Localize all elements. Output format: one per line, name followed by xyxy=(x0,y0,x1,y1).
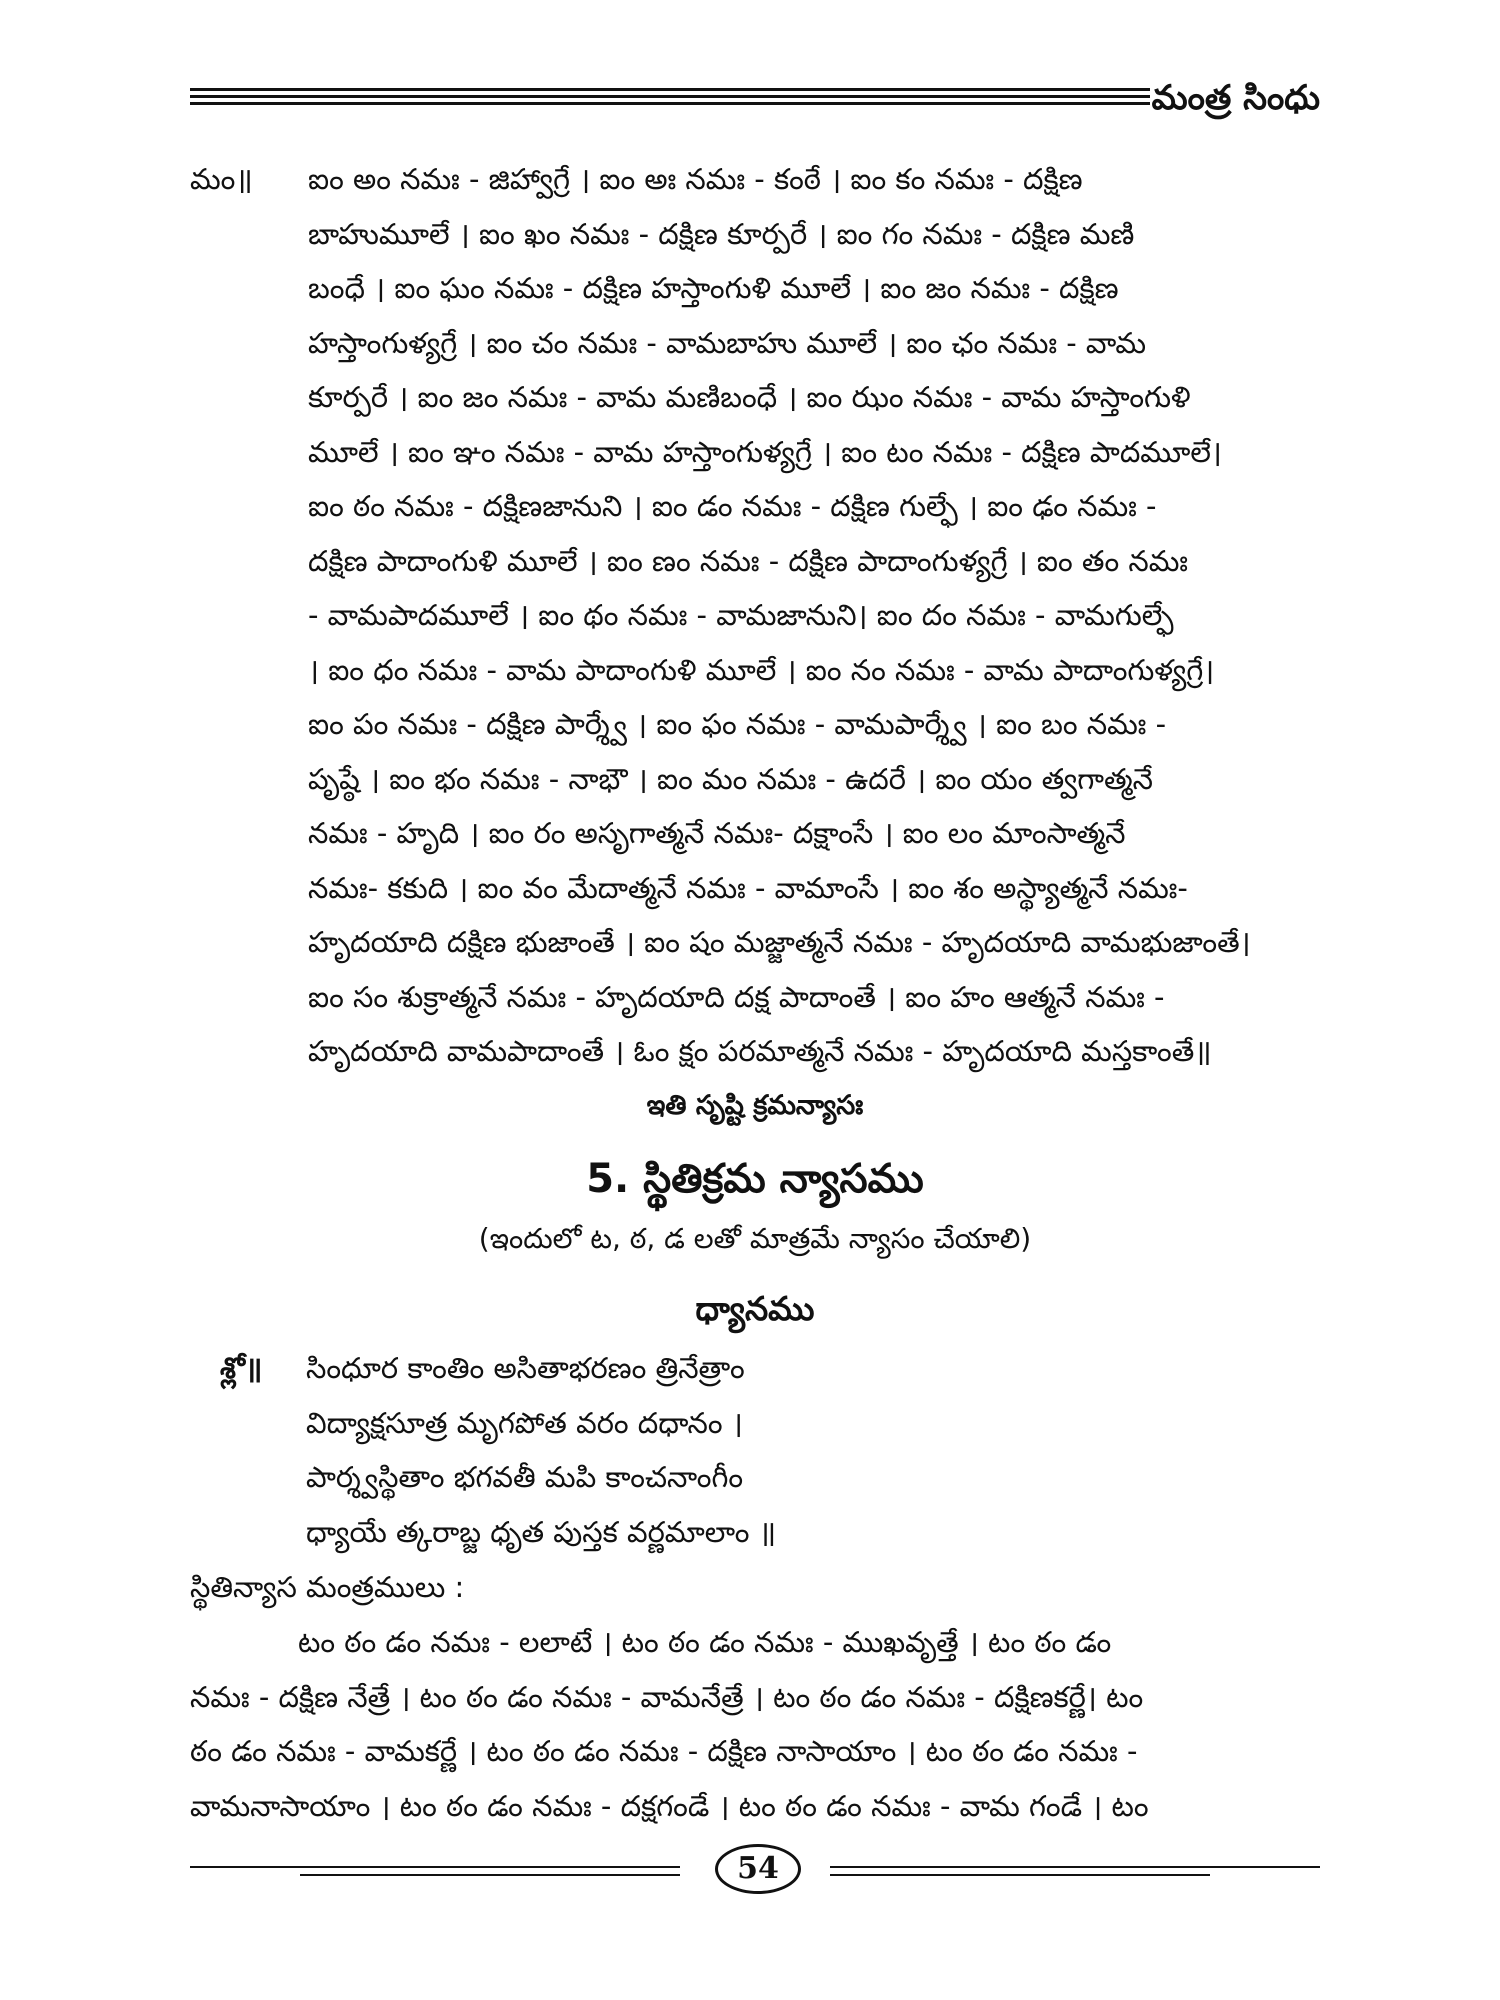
mantra-line: మం॥ ఐం అం నమః - జిహ్వాగ్రే । ఐం అః నమః - కంఠే । ఐం కం నమః - దక్షిణ xyxy=(190,152,1320,207)
mantra-line: మూలే । ఐం ఞం నమః - వామ హస్తాంగుళ్యగ్రే । ఐం టం నమః - దక్షిణ పాదమూలే। xyxy=(308,434,1222,469)
mantra-line: నమః- కకుది । ఐం వం మేదాత్మనే నమః - వామాంసే । ఐం శం అస్థ్యాత్మనే నమః- xyxy=(308,870,1188,905)
section-closing: ఇతి సృష్టి క్రమన్యాసః xyxy=(646,1089,864,1121)
verse-line: పార్శ్వస్థితాం భగవతీ మపి కాంచనాంగీం xyxy=(306,1460,744,1494)
mantra-line: ఐం సం శుక్రాత్మనే నమః - హృదయాది దక్ష పాదాంతే । ఐం హం ఆత్మనే నమః - xyxy=(308,979,1165,1014)
verse-line: ధ్యాయే త్కరాబ్జ ధృత పుస్తక వర్ణమాలాం ॥ xyxy=(306,1514,777,1549)
running-header xyxy=(190,78,1320,128)
mantra-lead-label: మం॥ xyxy=(190,162,253,196)
mantra-line: నమః - హృది । ఐం రం అసృగాత్మనే నమః- దక్షాంసే । ఐం లం మాంసాత్మనే xyxy=(308,816,1126,850)
verse-line: విద్యాక్షసూత్ర మృగపోత వరం దధానం । xyxy=(306,1405,743,1440)
mantra-line: దక్షిణ పాదాంగుళి మూలే । ఐం ణం నమః - దక్షిణ పాదాంగుళ్యగ్రే । ఐం తం నమః xyxy=(308,543,1189,578)
page-number: 54 xyxy=(715,1844,801,1894)
text-body xyxy=(190,152,1320,1833)
mantra-line: బాహుమూలే । ఐం ఖం నమః - దక్షిణ కూర్పరే । ఐం గం నమః - దక్షిణ మణి xyxy=(308,216,1135,251)
mantra-line: బంధే । ఐం ఘం నమః - దక్షిణ హస్తాంగుళి మూలే । ఐం జం నమః - దక్షిణ xyxy=(308,271,1119,305)
section-note: (ఇందులో ట, ఠ, డ లతో మాత్రమే న్యాసం చేయాలి) xyxy=(478,1222,1032,1255)
section-title: 5. స్థితిక్రమ న్యాసము xyxy=(586,1156,924,1202)
verse-lead-label: శ్లో॥ xyxy=(220,1351,263,1385)
mantra-line: ఐం పం నమః - దక్షిణ పార్శ్వే । ఐం ఫం నమః - వామపార్శ్వే । ఐం బం నమః - xyxy=(308,707,1167,741)
mantra-line: - వామపాదమూలే । ఐం థం నమః - వామజానుని। ఐం దం నమః - వామగుల్ఫే xyxy=(308,598,1174,632)
sthiti-line: నమః - దక్షిణ నేత్రే । టం ఠం డం నమః - వామనేత్రే । టం ఠం డం నమః - దక్షిణకర్ణే। టం xyxy=(190,1679,1144,1714)
header-rule xyxy=(190,88,1150,118)
mantra-line: హస్తాంగుళ్యగ్రే । ఐం చం నమః - వామబాహు మూలే । ఐం ఛం నమః - వామ xyxy=(308,325,1147,360)
mantra-line: ఐం ఠం నమః - దక్షిణజానుని । ఐం డం నమః - దక్షిణ గుల్ఫే । ఐం ఢం నమః - xyxy=(308,489,1157,523)
footer-rule-left xyxy=(190,1866,680,1868)
sthiti-line: టం ఠం డం నమః - లలాటే । టం ఠం డం నమః - ముఖవృత్తే । టం ఠం డం xyxy=(298,1625,1112,1659)
mantra-line: పృష్ఠే । ఐం భం నమః - నాభౌ । ఐం మం నమః - ఉదరే । ఐం యం త్వగాత్మనే xyxy=(308,761,1153,796)
mantra-line: కూర్పరే । ఐం జం నమః - వామ మణిబంధే । ఐం ఝం నమః - వామ హస్తాంగుళి xyxy=(308,380,1191,414)
mantra-line: హృదయాది వామపాదాంతే । ఓం క్షం పరమాత్మనే నమః - హృదయాది మస్తకాంతే॥ xyxy=(308,1034,1212,1068)
sthiti-line: వామనాసాయాం । టం ఠం డం నమః - దక్షగండే । టం ఠం డం నమః - వామ గండే । టం xyxy=(190,1788,1149,1823)
page-footer xyxy=(190,1838,1320,1898)
verse-line: శ్లో॥ సింధూర కాంతిం అసితాభరణం త్రినేత్రాం xyxy=(190,1341,1320,1396)
mantra-line: హృదయాది దక్షిణ భుజాంతే । ఐం షం మజ్జాత్మనే నమః - హృదయాది వామభుజాంతే। xyxy=(308,925,1251,959)
sthiti-line: ఠం డం నమః - వామకర్ణే । టం ఠం డం నమః - దక్షిణ నాసాయాం । టం ఠం డం నమః - xyxy=(190,1734,1138,1768)
mantra-line: । ఐం ధం నమః - వామ పాదాంగుళి మూలే । ఐం నం నమః - వామ పాదాంగుళ్యగ్రే। xyxy=(308,652,1215,687)
dhyanam-heading: ధ్యానము xyxy=(695,1289,815,1328)
footer-rule-right xyxy=(830,1866,1320,1868)
header-title: మంత్ర సింధు xyxy=(1151,78,1320,118)
sthiti-label: స్థితిన్యాస మంత్రములు : xyxy=(190,1570,465,1604)
